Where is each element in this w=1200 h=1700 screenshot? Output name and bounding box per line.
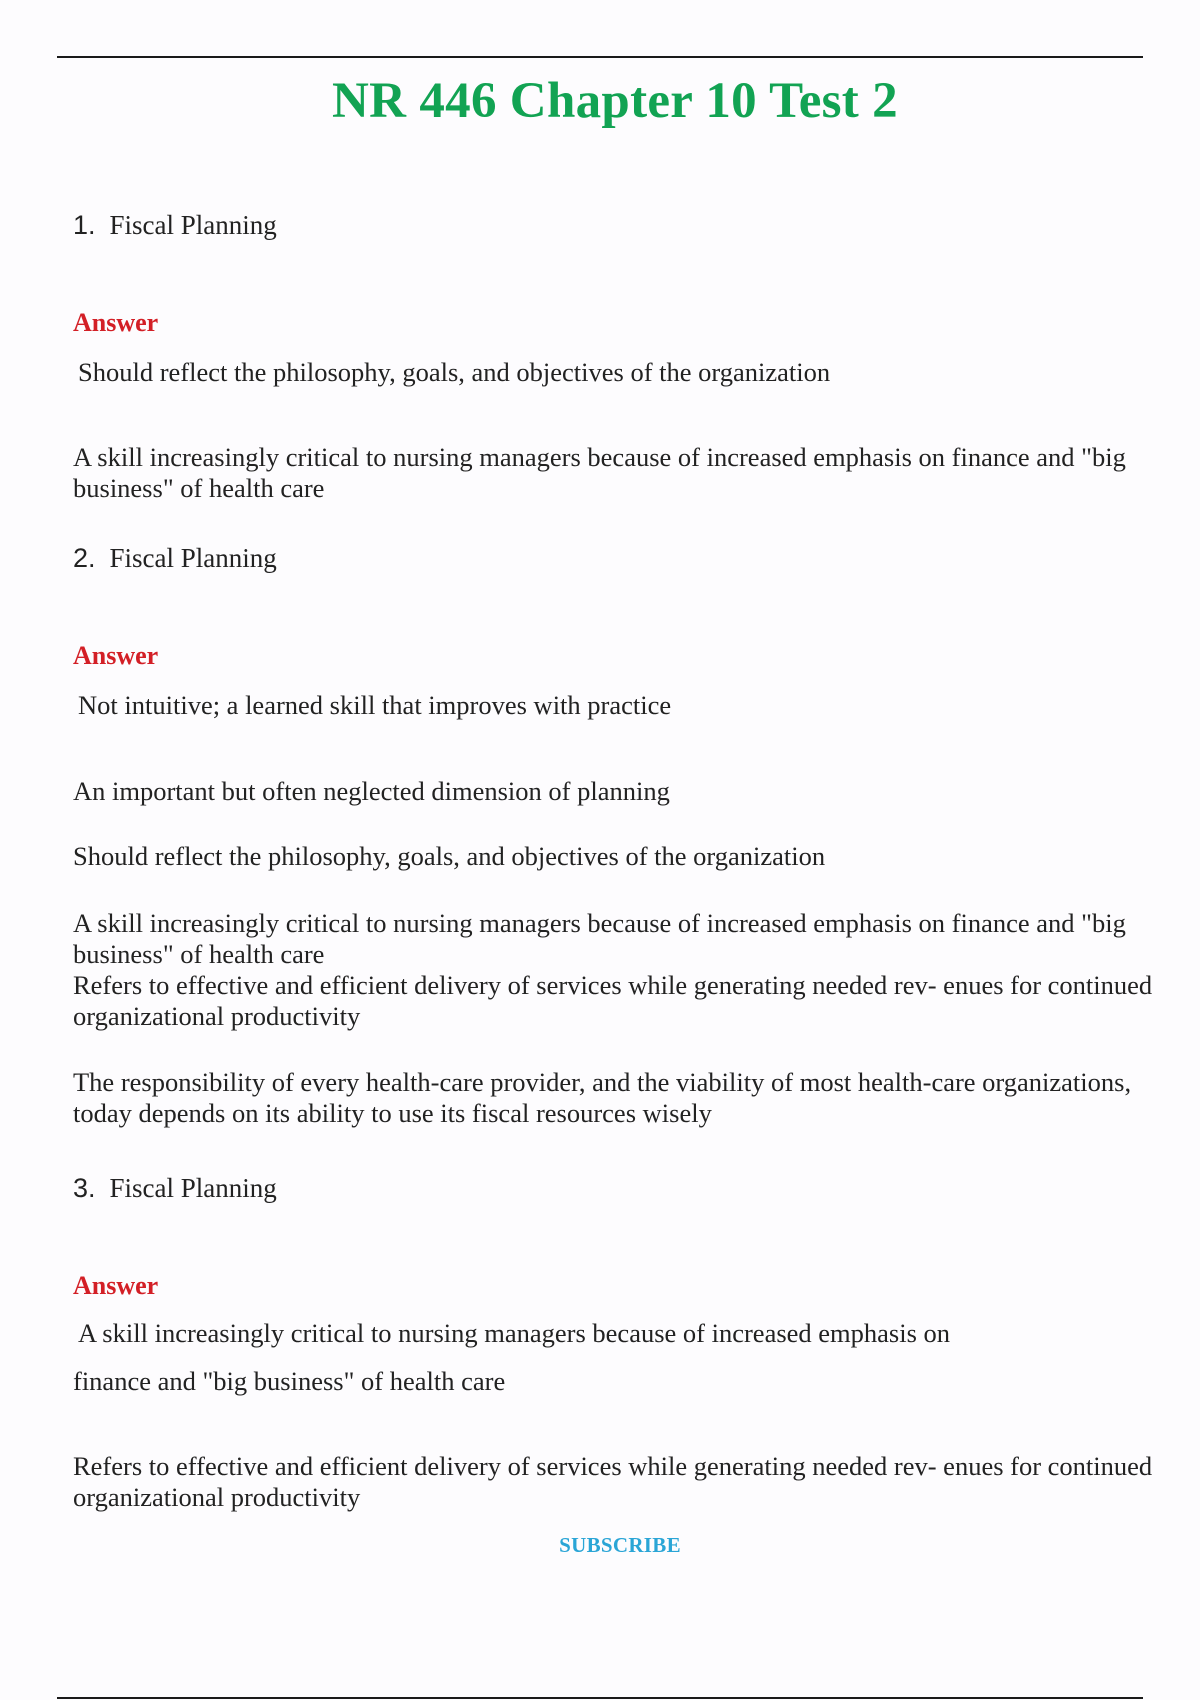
paragraph: Should reflect the philosophy, goals, and objectives of the organization xyxy=(73,841,826,871)
question-1 xyxy=(73,208,277,242)
answer-text: Should reflect the philosophy, goals, and objectives of the organization xyxy=(78,357,831,387)
question-term: Fiscal Planning xyxy=(109,210,277,240)
paragraph: A skill increasingly critical to nursing managers because of increased emphasis on finance and "big business" of health care xyxy=(73,908,1126,969)
answer-label: Answer xyxy=(73,308,159,337)
question-3 xyxy=(73,1171,277,1205)
question-term: Fiscal Planning xyxy=(109,1173,277,1203)
paragraph: Refers to effective and efficient delivery of services while generating needed rev- enues for continued organizational productivity xyxy=(73,970,1153,1031)
question-term: Fiscal Planning xyxy=(109,543,277,573)
answer-label: Answer xyxy=(73,1271,159,1300)
question-number: 1. xyxy=(73,210,96,240)
question-number: 3. xyxy=(73,1173,96,1203)
paragraph: The responsibility of every health-care provider, and the viability of most health-care organizations, today depends on its ability to use its fiscal resources wisely xyxy=(73,1067,1132,1128)
paragraph: An important but often neglected dimension of planning xyxy=(73,776,670,806)
question-number: 2. xyxy=(73,543,96,573)
answer-label: Answer xyxy=(73,641,159,670)
answer-text-continued: finance and "big business" of health care xyxy=(73,1366,506,1396)
bottom-divider xyxy=(57,1697,1143,1699)
top-divider xyxy=(57,56,1143,58)
subscribe-link[interactable]: SUBSCRIBE xyxy=(559,1533,681,1557)
paragraph: Refers to effective and efficient delivery of services while generating needed rev- enues for continued organizational productivity xyxy=(73,1451,1153,1512)
document-title: NR 446 Chapter 10 Test 2 xyxy=(332,73,898,129)
question-2 xyxy=(73,541,277,575)
answer-text: A skill increasingly critical to nursing managers because of increased emphasis on xyxy=(78,1318,951,1348)
answer-text: Not intuitive; a learned skill that improves with practice xyxy=(78,690,672,720)
paragraph: A skill increasingly critical to nursing managers because of increased emphasis on finance and "big business" of health care xyxy=(73,442,1126,503)
